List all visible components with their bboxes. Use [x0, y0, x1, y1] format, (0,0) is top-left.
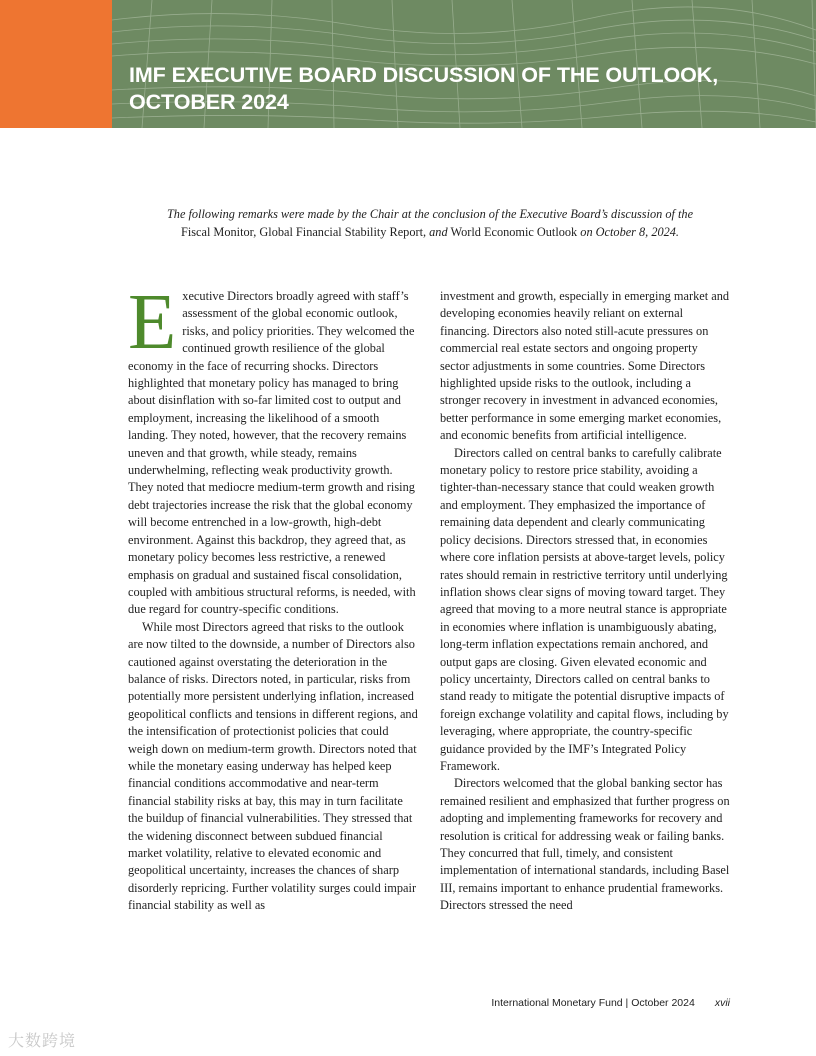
paragraph-2-continued: investment and growth, especially in emerging market and developing economies heavily reliant on external financing. Directors also noted still-acute pressures on commercial real estate sectors and ongoing property sector adjustments in some countries. Some Directors highlighted upside risks to the outlook, including a stronger recovery in investment in advanced economies, better performance in some emerging market economies, and economic benefits from artificial intelligence.	[440, 289, 730, 443]
footer-publisher: International Monetary Fund | October 2024	[491, 997, 695, 1009]
page-footer	[440, 997, 730, 1009]
header-band	[0, 0, 816, 128]
paragraph-2: While most Directors agreed that risks to the outlook are now tilted to the downside, a number of Directors also cautioned against overstating the deterioration in the balance of risks. Directors noted, in particular, risks from potentially more persistent underlying inflation, increased geopolitical conflicts and tensions in different regions, and the intensification of protectionist policies that could weigh down on medium-term growth. Directors noted that while the monetary easing underway has helped keep financial conditions accommodative and near-term financial stability risks at bay, this may in turn facilitate the buildup of financial vulnerabilities. They stressed that the widening disconnect between subdued financial market volatility, relative to elevated economic and geopolitical uncertainty, increases the chances of sharp disorderly repricing. Further volatility surges could impair financial stability as well as	[128, 619, 418, 913]
page-number: xvii	[714, 997, 730, 1009]
paragraph-1-text: xecutive Directors broadly agreed with staff’s assessment of the global economic outlook, risks, and policy priorities. They welcomed the continued growth resilience of the global economy in the face of recurring shocks. Directors highlighted that monetary policy has managed to bring about disinflation with so-far limited cost to output and employment, increasing the likelihood of a smooth landing. They noted, however, that the recovery remains uneven and that growth, while steady, remains underwhelming, reflecting weak productivity growth. They noted that mediocre medium-term growth and rising debt trajectories increase the risk that the global economy will become entrenched in a low-growth, high-debt environment. Against this backdrop, they agreed that, as monetary policy becomes less restrictive, a renewed emphasis on gradual and sustained fiscal consolidation, coupled with ambitious structural reforms, is needed, with due regard for country-specific conditions.	[128, 289, 416, 617]
intro-text-1: The following remarks were made by the Chair at the conclusion of the Executive Board’s discussion of the	[166, 207, 694, 221]
page-title-line-1: IMF EXECUTIVE BOARD DISCUSSION OF THE OUTLOOK,	[129, 63, 719, 87]
page-title-line-2: OCTOBER 2024	[129, 90, 289, 114]
paragraph-4: Directors welcomed that the global banking sector has remained resilient and emphasized that further progress on adopting and implementing frameworks for recovery and resolution is critical for addressing weak or failing banks. They concurred that full, timely, and consistent implementation of international standards, including Basel III, remains important to enhance prudential frameworks. Directors stressed the need	[440, 776, 730, 913]
paragraph-3: Directors called on central banks to carefully calibrate monetary policy to restore price stability, avoiding a tighter-than-necessary stance that could weaken growth and employment. They emphasized the importance of remaining data dependent and clearly communicating policy decisions. Directors stressed that, in economies where core inflation persists at above-target levels, policy rates should remain in restrictive territory until underlying inflation shows clear signs of moving toward target. They agreed that moving to a more neutral stance is appropriate in economies where inflation is unambiguously abating, long-term inflation expectations remain anchored, and output gaps are closing. Given elevated economic and policy uncertainty, Directors called on central banks to stand ready to mitigate the potential disruptive impacts of foreign exchange volatility and capital flows, including by leveraging, where appropriate, the country-specific guidance provided by the IMF’s Integrated Policy Framework.	[440, 445, 729, 773]
intro-fm-title: Fiscal Monitor, Global Financial Stability Report,	[180, 224, 427, 239]
text-column-right	[440, 288, 730, 915]
watermark: 大数跨境	[8, 1031, 77, 1050]
drop-cap: E	[128, 279, 177, 366]
page-title	[129, 62, 718, 116]
intro-date: on October 8, 2024.	[580, 224, 680, 239]
orange-accent-block	[0, 0, 112, 128]
intro-weo-title: World Economic Outlook	[450, 224, 578, 239]
intro-text-and: and	[429, 224, 448, 239]
text-column-left	[128, 279, 418, 915]
paragraph-1	[128, 279, 418, 619]
intro-note	[140, 206, 720, 241]
